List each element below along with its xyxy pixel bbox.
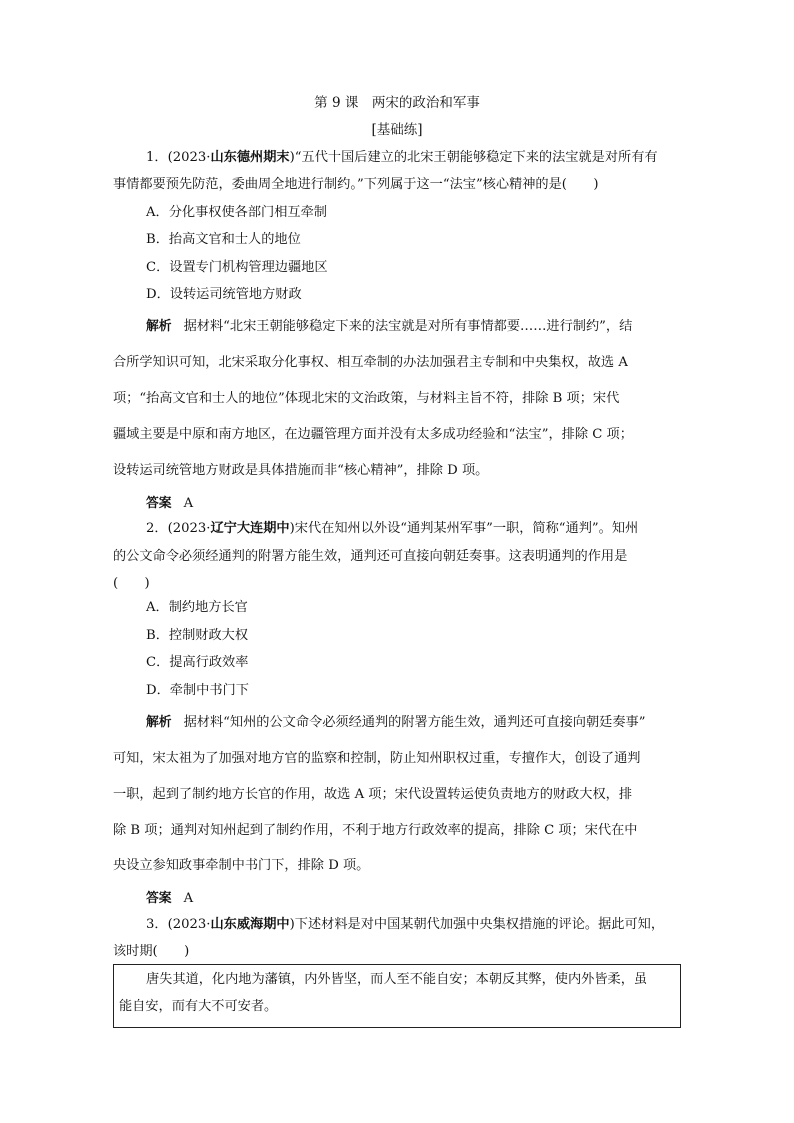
analysis-1-line-5: 设转运司统管地方财政是具体措施而非“核心精神”，排除 D 项。: [113, 463, 489, 478]
analysis-2-line-3: 一职，起到了制约地方长官的作用，故选 A 项；宋代设置转运使负责地方的财政大权，排: [113, 787, 633, 802]
analysis-1-line-4: 疆域主要是中原和南方地区，在边疆管理方面并没有太多成功经验和“法宝”，排除 C 项；: [113, 427, 633, 442]
question-1-stem-cont: 事情都要预先防范，委曲周全地进行制约。”下列属于这一“法宝”核心精神的是( ): [113, 177, 599, 192]
question-2-stem-blank: ( ): [113, 576, 150, 591]
analysis-1-line-3: 项；“抬高文官和士人的地位”体现北宋的文治政策，与材料主旨不符，排除 B 项；宋代: [113, 391, 620, 406]
analysis-label: 解析: [146, 715, 172, 730]
question-source: (2023·山东德州期末): [167, 150, 295, 165]
question-3-stem-cont: 该时期( ): [113, 944, 190, 959]
question-number: 3．: [146, 917, 168, 932]
analysis-2-line-2: 可知，宋太祖为了加强对地方官的监察和控制，防止知州职权过重，专擅作大，创设了通判: [113, 751, 641, 766]
question-2-stem-cont: 的公文命令必须经通判的附署方能生效，通判还可直接向朝廷奏事。这表明通判的作用是: [113, 549, 628, 564]
question-2-stem: [146, 520, 638, 538]
answer-label: 答案: [146, 891, 172, 906]
question-text: 下述材料是对中国某朝代加强中央集权措施的评论。据此可知，: [294, 917, 665, 932]
lesson-title: 第 9 课 两宋的政治和军事: [314, 95, 480, 111]
option-c: C．提高行政效率: [146, 655, 249, 670]
question-number: 1．: [146, 150, 168, 165]
analysis-2-line-1: 解析 据材料“知州的公文命令必须经通判的附署方能生效，通判还可直接向朝廷奏事”: [146, 715, 646, 730]
answer-value: A: [183, 496, 194, 511]
option-d: D．牵制中书门下: [146, 683, 249, 698]
question-number: 2．: [146, 521, 168, 536]
option-b: B．控制财政大权: [146, 628, 249, 643]
option-c: C．设置专门机构管理边疆地区: [146, 260, 328, 275]
analysis-label: 解析: [146, 319, 172, 334]
analysis-1-line-1: 解析 据材料“北宋王朝能够稳定下来的法宝就是对所有事情都要……进行制约”，结: [146, 319, 633, 334]
analysis-2-line-4: 除 B 项；通判对知州起到了制约作用，不利于地方行政效率的提高，排除 C 项；宋代在中: [113, 823, 638, 838]
answer-1: [146, 495, 193, 513]
question-1-stem: [146, 149, 658, 167]
option-d: D．设转运司统管地方财政: [146, 287, 302, 302]
answer-label: 答案: [146, 496, 172, 511]
analysis-1-line-2: 合所学知识可知，北宋采取分化事权、相互牵制的办法加强君主专制和中央集权，故选 A: [113, 355, 628, 370]
material-line-2: 能自安，而有大不可安者。: [119, 999, 278, 1014]
question-text: “五代十国后建立的北宋王朝能够稳定下来的法宝就是对所有有: [294, 150, 658, 165]
analysis-2-line-5: 央设立参知政事牵制中书门下，排除 D 项。: [113, 858, 370, 873]
question-source: (2023·辽宁大连期中): [167, 521, 295, 536]
option-b: B．抬高文官和士人的地位: [146, 232, 301, 247]
question-text: 宋代在知州以外设“通判某州军事”一职，简称“通判”。知州: [294, 521, 639, 536]
answer-value: A: [183, 891, 194, 906]
material-line-1: 唐失其道，化内地为藩镇，内外皆坚，而人至不能自安；本朝反其弊，使内外皆柔，虽: [146, 972, 648, 987]
option-a: A．制约地方长官: [146, 600, 248, 615]
question-3-stem: [146, 916, 664, 934]
answer-2: [146, 890, 193, 908]
option-a: A．分化事权使各部门相互牵制: [146, 205, 327, 220]
section-label: [基础练]: [371, 122, 423, 138]
question-source: (2023·山东威海期中): [167, 917, 295, 932]
